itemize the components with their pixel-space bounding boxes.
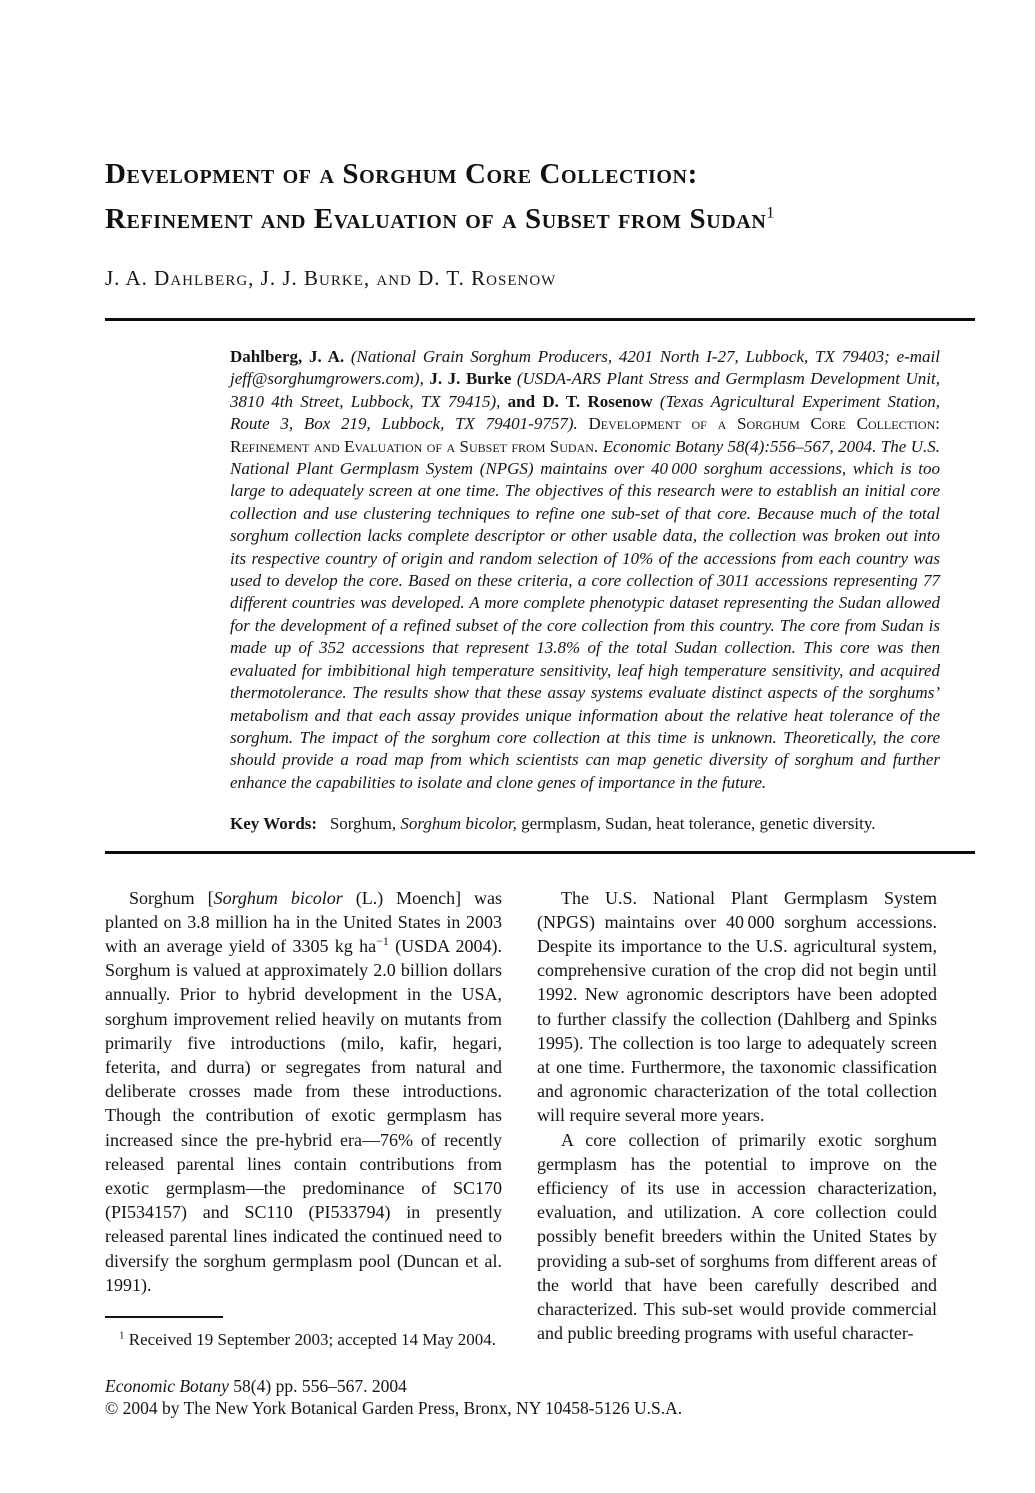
body-columns bbox=[105, 886, 975, 1352]
article-title-line1 bbox=[105, 152, 975, 197]
footnote-text: Received 19 September 2003; accepted 14 May 2004. bbox=[128, 1330, 497, 1350]
footnote-rule bbox=[105, 1316, 223, 1319]
journal-footer-citation: Economic Botany 58(4) pp. 556–567. 2004 bbox=[105, 1376, 407, 1397]
right-paragraph-2: A core collection of primarily exotic sorghum germplasm has the potential to improve on the efficiency of its use in accession characterization, evaluation, and utilization. A core collection could possibly benefit breeders within the United States by providing a sub-set of sorghums from different areas of the world that have been carefully described and characterized. This sub-set would provide commercial and public breeding programs with useful character- bbox=[537, 1129, 937, 1344]
right-paragraph-1: The U.S. National Plant Germplasm System (NPGS) maintains over 40 000 sorghum accessions. Despite its importance to the U.S. agricultural system, comprehensive curation of the crop did not begin until 1992. New agronomic descriptors have been adopted to further classify the collection (Dahlberg and Spinks 1995). The collection is too large to adequately screen at one time. Furthermore, the taxonomic classification and agronomic characterization of the total collection will require several more years. bbox=[537, 887, 937, 1126]
keywords-line: Key Words: Sorghum, Sorghum bicolor, germplasm, Sudan, heat tolerance, genetic diversity. bbox=[230, 814, 876, 834]
body-right-column bbox=[537, 886, 937, 1352]
article-title-line2-text: Refinement and Evaluation of a Subset from Sudan bbox=[105, 203, 767, 235]
abstract-rule bbox=[105, 851, 975, 854]
footnote bbox=[105, 1328, 502, 1351]
abstract-paragraph: Dahlberg, J. A. (National Grain Sorghum Producers, 4201 North I-27, Lubbock, TX 79403; e-mail jeff@sorghumgrowers.com), J. J. Burke (USDA-ARS Plant Stress and Germplasm Development Unit, 3810 4th Street, Lubbock, TX 79415), and D. T. Rosenow (Texas Agricultural Experiment Station, Route 3, Box 219, Lubbock, TX 79401-9757). Development of a Sorghum Core Collection: Refinement and Evaluation of a Subset from Sudan. Economic Botany 58(4):556–567, 2004. The U.S. National Plant Germplasm System (NPGS) maintains over 40 000 sorghum accessions, which is too large to adequately screen at one time. The objectives of this research were to establish an initial core collection and use clustering techniques to refine one sub-set of that core. Because much of the total sorghum collection lacks complete descriptor or other usable data, the collection was broken out into its respective country of origin and random selection of 10% of the accessions from each country was used to develop the core. Based on these criteria, a core collection of 3011 accessions representing 77 different countries was developed. A more complete phenotypic dataset representing the Sudan allowed for the development of a refined subset of the core collection from this country. The core from Sudan is made up of 352 accessions that represent 13.8% of the total Sudan collection. This core was then evaluated for imbibitional high temperature sensitivity, leaf high temperature sensitivity, and acquired thermotolerance. The results show that these assay systems evaluate distinct aspects of the sorghums’ metabolism and that each assay provides unique information about the relative heat tolerance of the sorghum. The impact of the sorghum core collection at this time is unknown. Theoretically, the core should provide a road map from which scientists can map genetic diversity of sorghum and further enhance the capabilities to isolate and clone genes of importance in the future. bbox=[230, 347, 940, 792]
footnote-mark: 1 bbox=[119, 1329, 125, 1342]
article-title bbox=[105, 152, 975, 242]
authors-line: J. A. Dahlberg, J. J. Burke, and D. T. Rosenow bbox=[105, 266, 557, 290]
title-footnote-mark: 1 bbox=[766, 204, 775, 222]
text-block bbox=[105, 0, 975, 1419]
left-paragraph-1: Sorghum [Sorghum bicolor (L.) Moench] was planted on 3.8 million ha in the United States in 2003 with an average yield of 3305 kg $ha^{-1}$ (USDA 2004). Sorghum is valued at approximately 2.0 billion dollars annually. Prior to hybrid development in the USA, sorghum improvement relied heavily on mutants from primarily five introductions (milo, kafir, hegari, feterita, and durra) or segregates from natural and deliberate crosses made from these introductions. Though the contribution of exotic germplasm has increased since the pre-hybrid era—76% of recently released parental lines contain contributions from exotic germplasm—the predominance of SC170 (PI534157) and SC110 (PI533794) in presently released parental lines indicated the continued need to diversify the sorghum germplasm pool (Duncan et al. 1991). bbox=[105, 887, 502, 1295]
article-title-line1-text: Development of a Sorghum Core Collection: bbox=[105, 158, 698, 190]
body-left-column bbox=[105, 886, 502, 1352]
journal-footer bbox=[105, 1375, 975, 1419]
article-title-line2 bbox=[105, 197, 975, 242]
header-rule bbox=[105, 318, 975, 321]
journal-footer-copyright: © 2004 by The New York Botanical Garden Press, Bronx, NY 10458-5126 U.S.A. bbox=[105, 1398, 683, 1419]
